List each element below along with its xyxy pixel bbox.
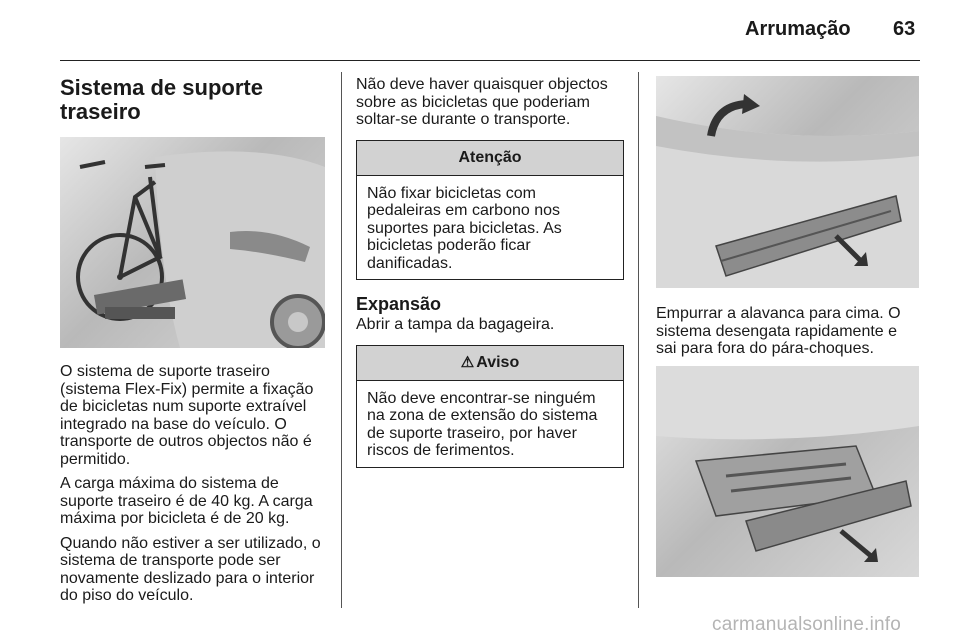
caution-box-text: Não fixar bicicletas com pedaleiras em carbono nos suportes para bicicletas. As bicicletas poderão ficar danificadas.	[367, 184, 562, 272]
extended-carrier-photo	[656, 366, 919, 577]
bike-carrier-photo	[60, 137, 325, 348]
warning-box-title: Aviso	[476, 353, 520, 371]
column-divider-right	[638, 72, 639, 608]
paragraph: Não deve haver quaisquer objectos sobre as bicicletas que poderiam soltar-se durante o transporte.	[356, 76, 608, 128]
paragraph: A carga máxima do sistema de suporte traseiro é de 40 kg. A carga máxima por bicicleta é de 20 kg.	[60, 475, 313, 527]
header-rule	[60, 60, 920, 61]
column-2	[356, 76, 624, 468]
page-number: 63	[893, 18, 916, 40]
warning-triangle-icon: ⚠	[460, 353, 475, 371]
paragraph: Abrir a tampa da bagageira.	[356, 316, 555, 333]
watermark: carmanualsonline.info	[712, 614, 902, 635]
caution-box-title: Atenção	[357, 141, 623, 176]
warning-box-header	[357, 346, 623, 381]
page-header-title: Arrumação	[745, 18, 851, 40]
warning-box	[356, 345, 624, 468]
paragraph: O sistema de suporte traseiro (sistema Flex-Fix) permite a fixação de bicicletas num suporte extraível integrado na base do veículo. O transporte de outros objectos não é permitido.	[60, 363, 314, 468]
column-3	[656, 76, 921, 577]
photo-caption: Empurrar a alavanca para cima. O sistema desengata rapidamente e sai para fora do pára-choques.	[656, 305, 901, 357]
subheading: Expansão	[356, 294, 442, 314]
bumper-lever-photo	[656, 76, 919, 288]
warning-box-text: Não deve encontrar-se ninguém na zona de extensão do sistema de suporte traseiro, por haver riscos de ferimentos.	[367, 389, 598, 459]
paragraph: Quando não estiver a ser utilizado, o sistema de transporte pode ser novamente deslizado para o interior do piso do veículo.	[60, 534, 321, 604]
caution-box	[356, 140, 624, 281]
column-1	[60, 76, 325, 612]
section-title: Sistema de suporte traseiro	[60, 75, 263, 124]
column-divider-left	[341, 72, 342, 608]
